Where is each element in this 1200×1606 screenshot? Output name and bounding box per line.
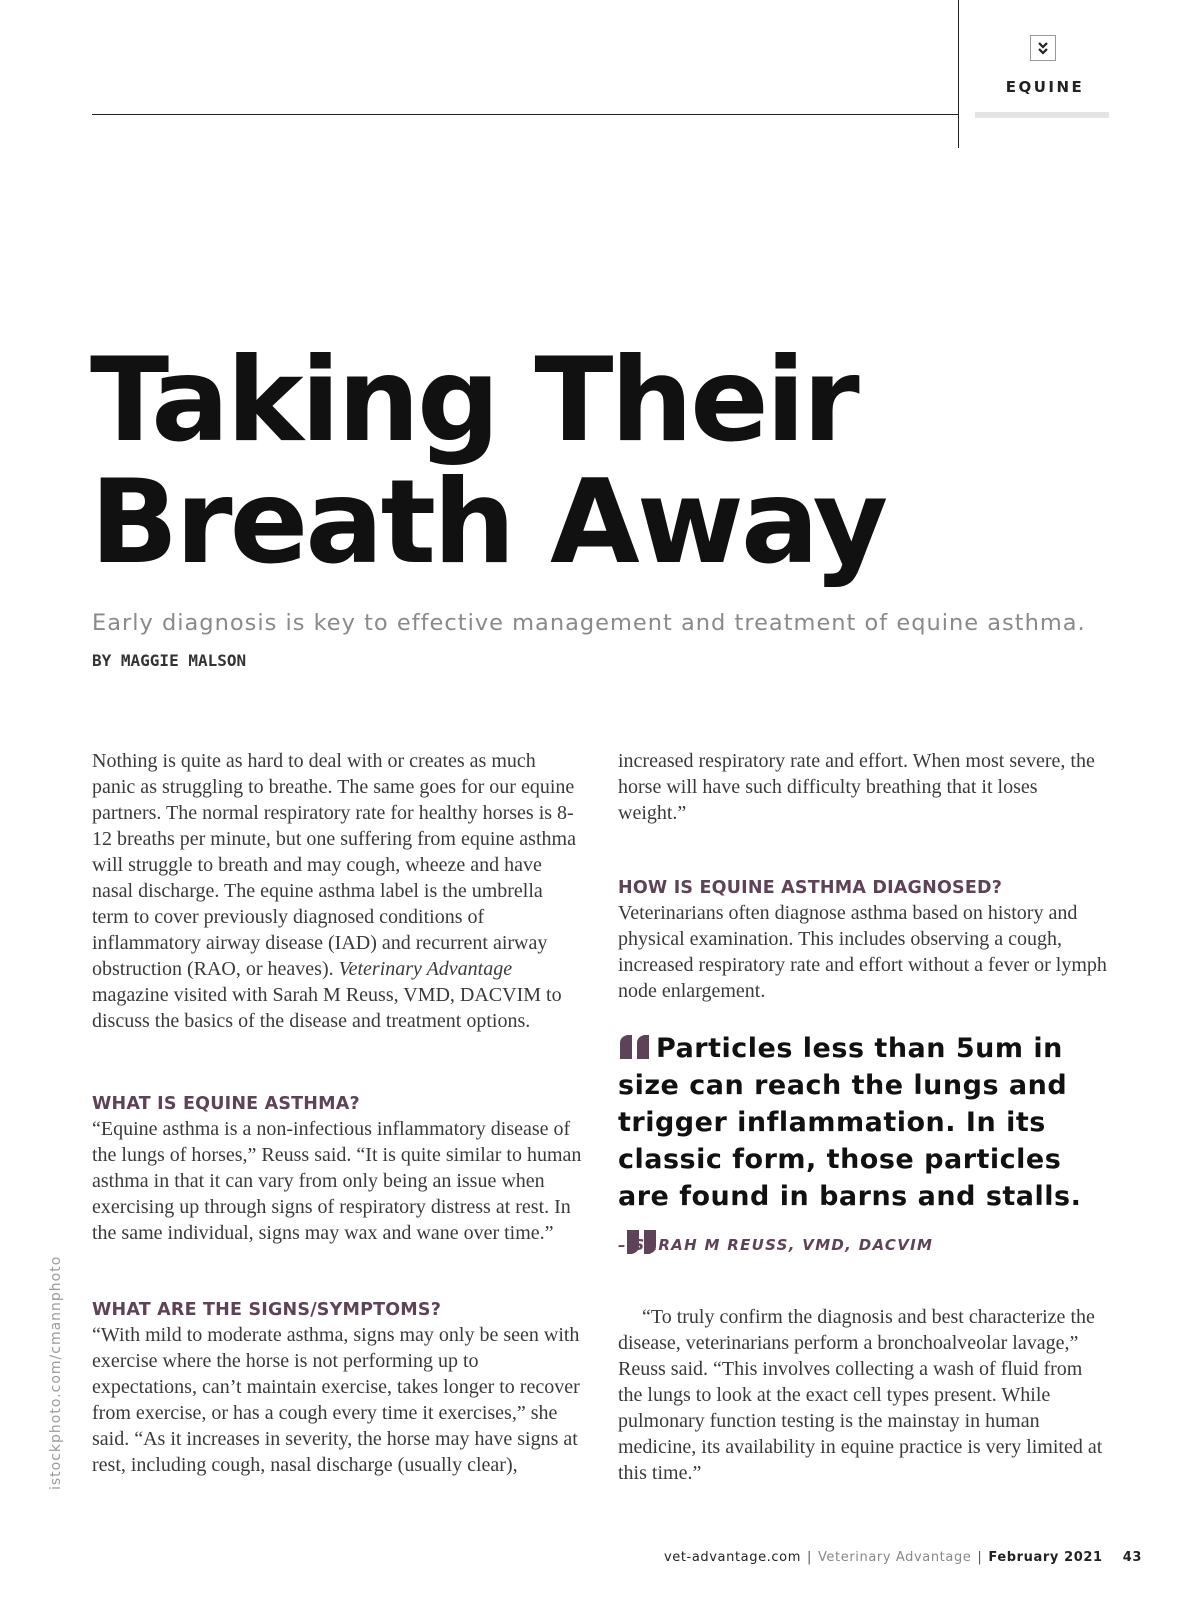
- byline: BY MAGGIE MALSON: [92, 651, 247, 670]
- heading-signs: WHAT ARE THE SIGNS/SYMPTOMS?: [92, 1300, 442, 1320]
- what-is-paragraph: “Equine asthma is a non-infectious inflammatory disease of the lungs of horses,” Reuss said. “It is quite similar to human asthma in that it can vary from only being an issue when exercising up through signs of respiratory distress at rest. In the same individual, signs may wax and wane over time.”: [92, 1118, 582, 1244]
- header-divider: [958, 0, 959, 148]
- right-column-bottom: [618, 1304, 1108, 1486]
- right-column: [618, 748, 1108, 1004]
- intro-paragraph: [92, 748, 582, 1034]
- open-quote-icon: [618, 1032, 652, 1056]
- intro-text-cont: magazine visited with Sarah M Reuss, VMD, DACVIM to discuss the basics of the disease and treatment options.: [92, 984, 562, 1032]
- signs-paragraph: “With mild to moderate asthma, signs may only be seen with exercise where the horse is not performing up to expectations, can’t maintain exercise, takes longer to recover from exercise, or has a cough every time it exercises,” she said. “As it increases in severity, the horse may have signs at rest, including cough, nasal discharge (usually clear),: [92, 1324, 580, 1476]
- footer-magazine: Veterinary Advantage: [817, 1550, 972, 1565]
- diagnosis-confirm-paragraph: “To truly confirm the diagnosis and best characterize the disease, veterinarians perform a bronchoalveolar lavage,” Reuss said. “This involves collecting a wash of fluid from the lungs to look at the exact cell types present. While pulmonary function testing is the mainstay in human medicine, its availability in equine practice is very limited at this time.”: [618, 1306, 1103, 1484]
- page-number: 43: [1122, 1550, 1142, 1565]
- article-title: [90, 333, 990, 590]
- footer-separator: |: [806, 1550, 812, 1565]
- pull-quote-text: Particles less than 5um in size can reach the lungs and trigger inflammation. In its classic form, those particles are found in barns and stalls.: [618, 1033, 1082, 1212]
- heading-what-is: WHAT IS EQUINE ASTHMA?: [92, 1094, 360, 1114]
- magazine-name: Veterinary Advantage: [338, 958, 513, 980]
- pull-quote-attribution: – SARAH M REUSS, VMD, DACVIM: [618, 1236, 934, 1254]
- footer-separator: |: [977, 1550, 983, 1565]
- signs-paragraph-cont: increased respiratory rate and effort. When most severe, the horse will have such difficulty breathing that it loses weight.”: [618, 750, 1095, 824]
- section-underline: [975, 112, 1109, 118]
- chevrons-down-icon: [1030, 35, 1056, 61]
- article-deck: Early diagnosis is key to effective management and treatment of equine asthma.: [92, 610, 1086, 636]
- diagnosed-paragraph: Veterinarians often diagnose asthma based on history and physical examination. This includes observing a cough, increased respiratory rate and effort without a fever or lymph node enlargement.: [618, 902, 1107, 1002]
- heading-diagnosed: HOW IS EQUINE ASTHMA DIAGNOSED?: [618, 878, 1003, 898]
- photo-credit: istockphoto.com/cmannphoto: [48, 1255, 64, 1490]
- left-column: [92, 748, 582, 1478]
- section-label: EQUINE: [1005, 78, 1085, 96]
- pull-quote: [618, 1030, 1118, 1252]
- title-line-2: Breath Away: [90, 455, 886, 590]
- header-rule: [92, 114, 958, 115]
- intro-text: Nothing is quite as hard to deal with or creates as much panic as struggling to breathe. The same goes for our equine partners. The normal respiratory rate for healthy horses is 8-12 breaths per minute, but one suffering from equine asthma will struggle to breath and may cough, wheeze and have nasal discharge. The equine asthma label is the umbrella term to cover previously diagnosed conditions of inflammatory airway disease (IAD) and recurrent airway obstruction (RAO, or heaves).: [92, 750, 576, 980]
- footer-site: vet-advantage.com: [663, 1550, 801, 1565]
- footer-date: February 2021: [988, 1550, 1103, 1565]
- page-footer: [664, 1550, 1142, 1565]
- title-line-1: Taking Their: [90, 333, 857, 468]
